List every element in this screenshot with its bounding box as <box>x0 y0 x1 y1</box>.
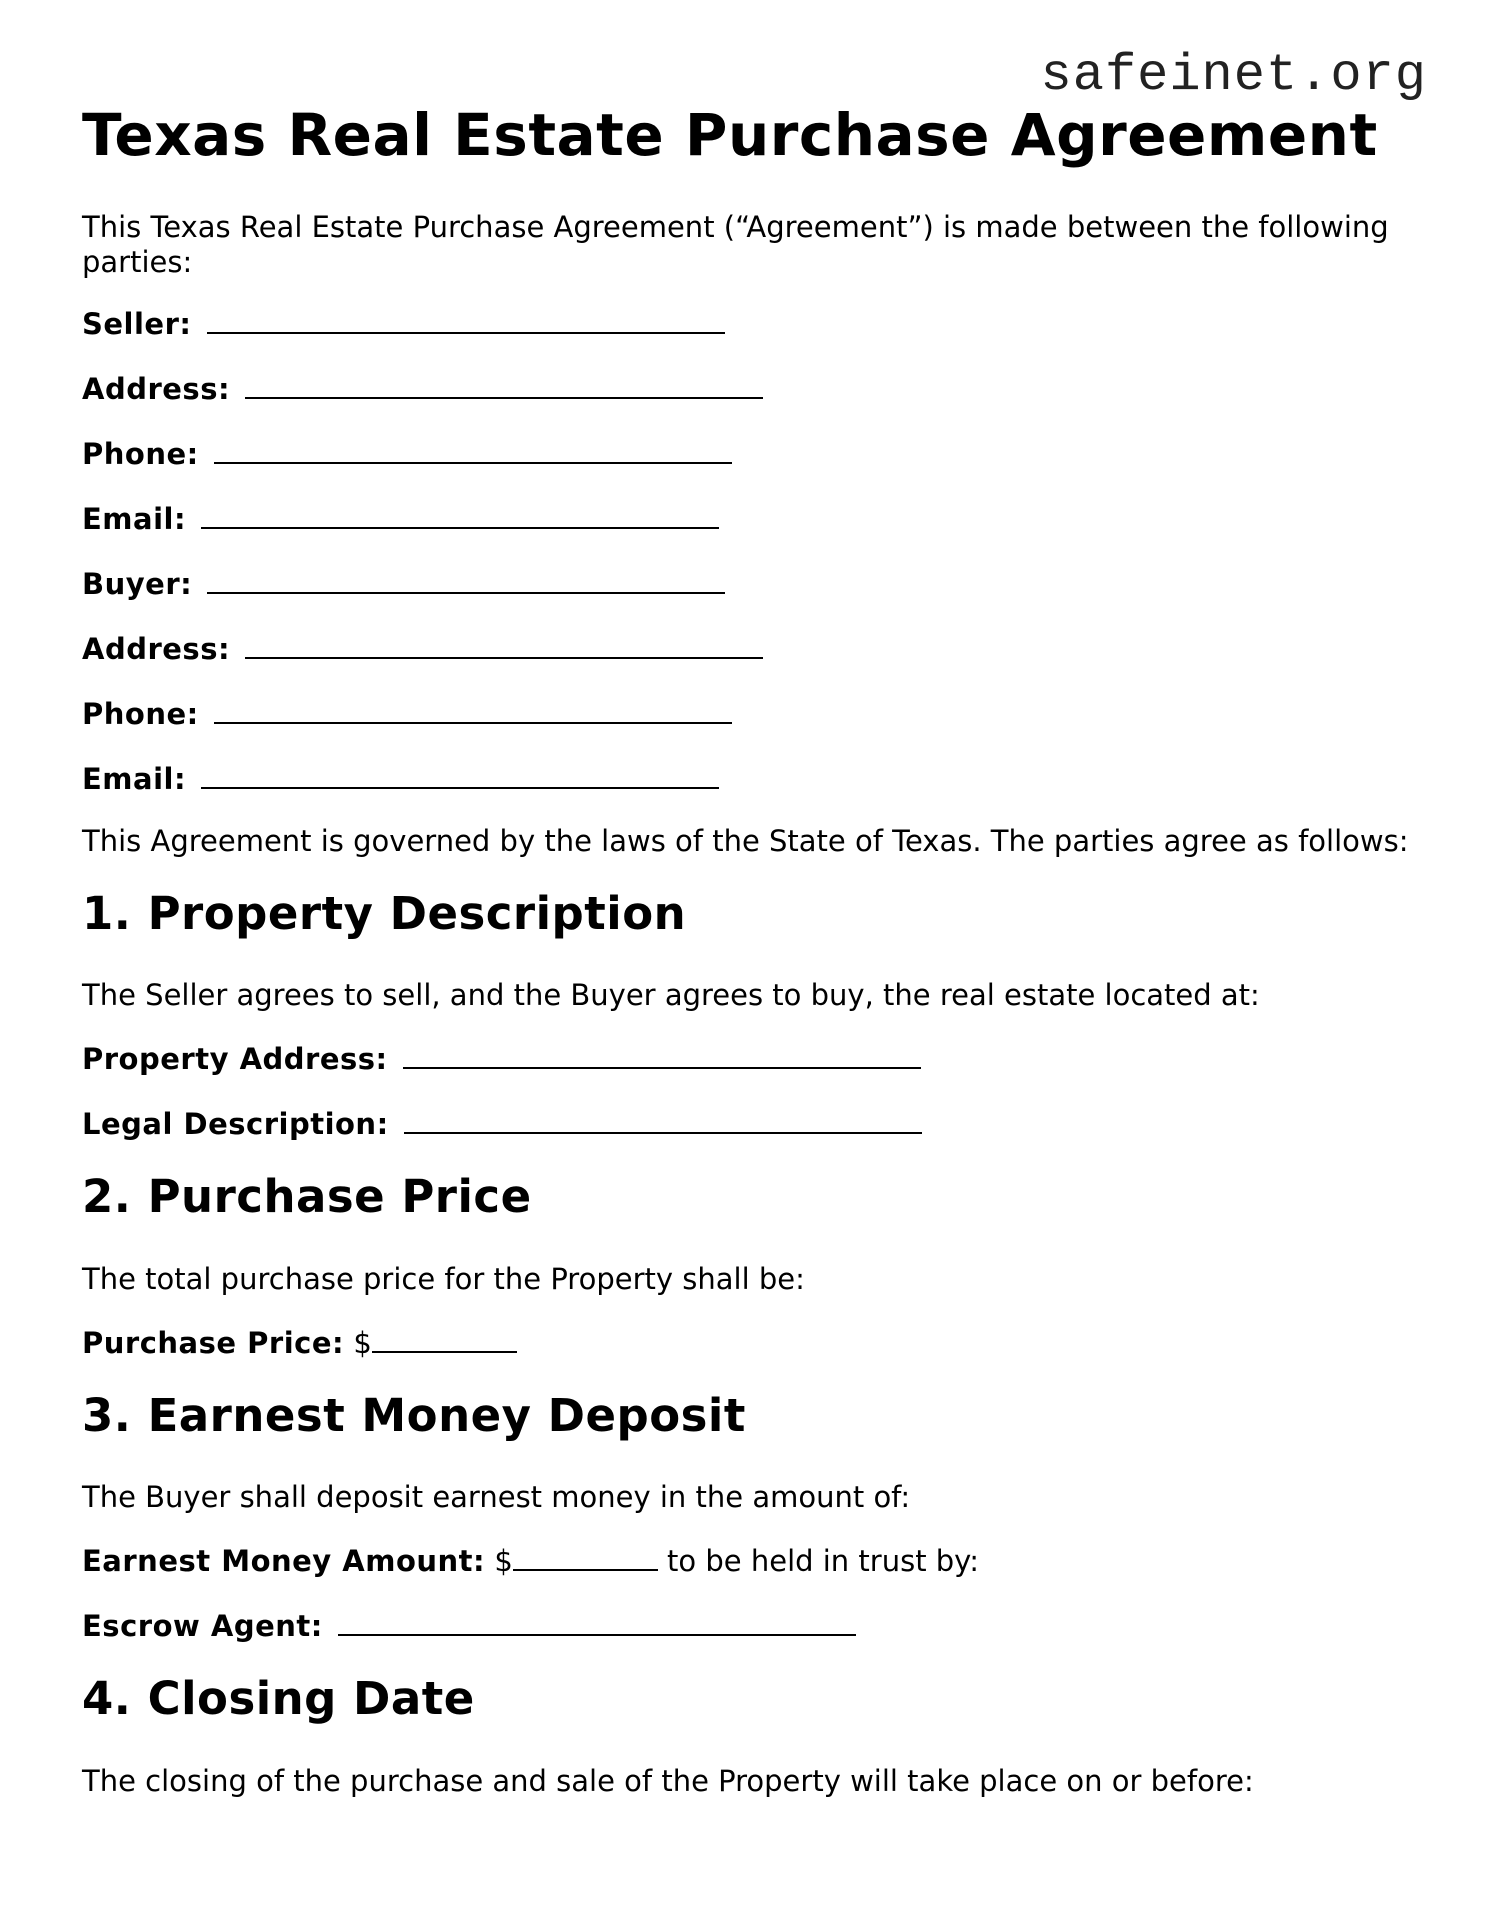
watermark: safeinet.org <box>1040 46 1427 105</box>
buyer-address-label: Address: <box>82 631 231 666</box>
escrow-agent-field <box>82 1608 1422 1644</box>
seller-email-input[interactable] <box>201 501 719 529</box>
purchase-price-input[interactable] <box>372 1325 517 1353</box>
buyer-address-field <box>82 631 1422 667</box>
seller-address-field <box>82 371 1422 407</box>
section-heading-closing-date: 4. Closing Date <box>82 1672 475 1726</box>
buyer-email-field <box>82 761 1422 797</box>
closing-date-text: The closing of the purchase and sale of the Property will take place on or before: <box>82 1763 1254 1798</box>
section-heading-property-description: 1. Property Description <box>82 886 687 940</box>
earnest-money-input[interactable] <box>513 1543 658 1571</box>
section-heading-earnest-money: 3. Earnest Money Deposit <box>82 1388 746 1442</box>
seller-address-input[interactable] <box>245 371 763 399</box>
document-title: Texas Real Estate Purchase Agreement <box>82 101 1378 169</box>
buyer-phone-field <box>82 696 1422 732</box>
buyer-address-input[interactable] <box>245 631 763 659</box>
property-address-label: Property Address: <box>82 1042 388 1077</box>
seller-email-field <box>82 501 1422 537</box>
buyer-phone-input[interactable] <box>214 696 732 724</box>
earnest-money-text: The Buyer shall deposit earnest money in the amount of: <box>82 1480 911 1515</box>
seller-address-label: Address: <box>82 371 231 406</box>
property-description-text: The Seller agrees to sell, and the Buyer agrees to buy, the real estate located at: <box>82 978 1260 1013</box>
seller-label: Seller: <box>82 306 192 341</box>
seller-email-label: Email: <box>82 501 187 536</box>
purchase-price-currency: $ <box>353 1325 372 1360</box>
document-page <box>82 101 1422 1827</box>
buyer-phone-label: Phone: <box>82 696 199 731</box>
buyer-email-label: Email: <box>82 761 187 796</box>
earnest-money-field <box>82 1543 1422 1579</box>
buyer-field <box>82 566 1422 602</box>
legal-description-field <box>82 1106 1422 1142</box>
buyer-input[interactable] <box>207 566 725 594</box>
intro-paragraph: This Texas Real Estate Purchase Agreement (“Agreement”) is made between the following parties: <box>82 209 1389 279</box>
escrow-agent-label: Escrow Agent: <box>82 1609 323 1644</box>
escrow-agent-input[interactable] <box>338 1608 856 1636</box>
legal-description-input[interactable] <box>404 1106 922 1134</box>
buyer-label: Buyer: <box>82 566 193 601</box>
earnest-money-trust-text: to be held in trust by: <box>667 1544 980 1579</box>
seller-input[interactable] <box>207 306 725 334</box>
earnest-money-currency: $ <box>494 1544 513 1579</box>
purchase-price-text: The total purchase price for the Property shall be: <box>82 1261 805 1296</box>
legal-description-label: Legal Description: <box>82 1107 389 1142</box>
buyer-email-input[interactable] <box>201 761 719 789</box>
seller-phone-input[interactable] <box>214 436 732 464</box>
seller-phone-label: Phone: <box>82 436 199 471</box>
seller-phone-field <box>82 436 1422 472</box>
earnest-money-label: Earnest Money Amount: <box>82 1544 486 1579</box>
section-heading-purchase-price: 2. Purchase Price <box>82 1170 532 1224</box>
seller-field <box>82 306 1422 342</box>
property-address-field <box>82 1041 1422 1077</box>
property-address-input[interactable] <box>403 1041 921 1069</box>
purchase-price-label: Purchase Price: <box>82 1325 345 1360</box>
governing-law-paragraph: This Agreement is governed by the laws of the State of Texas. The parties agree as follows: <box>82 823 1409 858</box>
purchase-price-field <box>82 1325 1422 1361</box>
